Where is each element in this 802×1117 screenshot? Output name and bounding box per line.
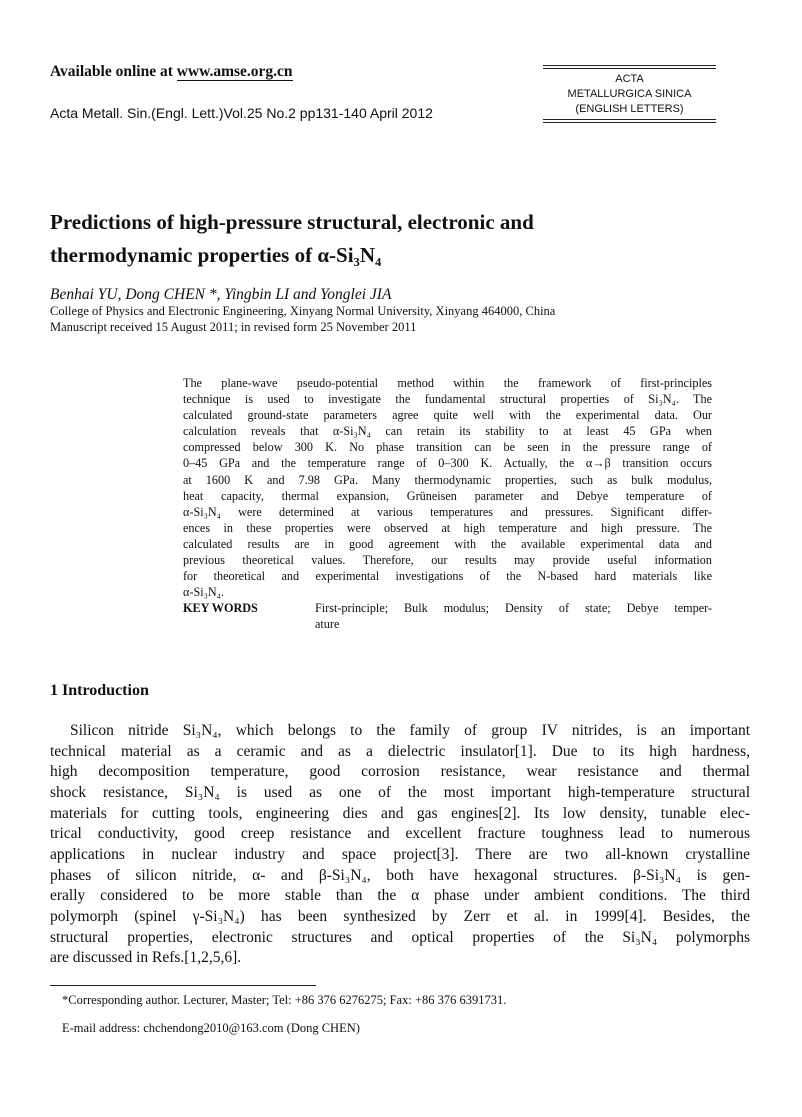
abstract-line: The plane-wave pseudo-potential method within the framework of first-principles [183, 376, 712, 390]
abstract-line: compressed below 300 K. No phase transition can be seen in the pressure range of [183, 440, 712, 455]
abstract-line: technique is used to investigate the fundamental structural properties of Si₃N₄. The [183, 392, 712, 407]
keywords-value [315, 600, 712, 632]
keywords-line: First-principle; Bulk modulus; Density of state; Debye temper- [315, 601, 712, 616]
abstract-line: calculation reveals that α-Si₃N₄ can retain its stability to at least 45 GPa when [183, 424, 712, 439]
abstract-line: previous theoretical values. Therefore, our results may provide useful information [183, 553, 712, 568]
paragraph-line: erally considered to be more stable than the α phase under ambient conditions. The third [50, 887, 750, 905]
citation-line: Acta Metall. Sin.(Engl. Lett.)Vol.25 No.2 pp131-140 April 2012 [50, 105, 433, 121]
abstract-line: calculated ground-state parameters agree quite well with the experimental data. Our [183, 408, 712, 423]
keywords-line: ature [315, 617, 340, 632]
paragraph-line: Silicon nitride Si₃N₄, which belongs to the family of group IV nitrides, is an important [70, 722, 750, 739]
journal-name-line: METALLURGICA SINICA [567, 88, 692, 100]
paragraph-line: polymorph (spinel γ-Si₃N₄) has been synthesized by Zerr et al. in 1999[4]. Besides, the [50, 907, 750, 925]
abstract-line: at 1600 K and 7.98 GPa. Many thermodynamic properties, such as bulk modulus, [183, 472, 712, 487]
keywords-label: KEY WORDS [183, 601, 258, 616]
introduction-body [50, 721, 750, 969]
abstract-line: heat capacity, thermal expansion, Grüneisen parameter and Debye temperature of [183, 488, 712, 503]
paper-title [50, 206, 534, 272]
abstract-line: calculated results are in good agreement with the available experimental data and [183, 536, 712, 551]
availability-line [50, 63, 293, 81]
affiliation: College of Physics and Electronic Engineering, Xinyang Normal University, Xinyang 464000, China [50, 304, 556, 318]
abstract-line: α-Si₃N₄. [183, 585, 224, 600]
journal-logo-box [543, 65, 716, 129]
paragraph-line: high decomposition temperature, good corrosion resistance, wear resistance and thermal [50, 763, 750, 781]
paragraph-line: phases of silicon nitride, α- and β-Si₃N₄, both have hexagonal structures. β-Si₃N₄ is gen- [50, 866, 750, 884]
received-dates: Manuscript received 15 August 2011; in revised form 25 November 2011 [50, 320, 417, 334]
paragraph-line: shock resistance, Si₃N₄ is used as one of the most important high-temperature structural [50, 783, 750, 801]
footnote-corresponding-author: *Corresponding author. Lecturer, Master; Tel: +86 376 6276275; Fax: +86 376 6391731. [62, 993, 507, 1007]
journal-name-line: ACTA [615, 73, 644, 85]
title-line: Predictions of high-pressure structural, electronic and [50, 210, 534, 234]
abstract-line: α-Si₃N₄ were determined at various temperatures and pressures. Significant differ- [183, 504, 712, 519]
abstract-line: 0–45 GPa and the temperature range of 0–300 K. Actually, the α→β transition occurs [183, 456, 712, 471]
authors: Benhai YU, Dong CHEN *, Yingbin LI and Yonglei JIA [50, 286, 392, 303]
paragraph-line: technical material as a ceramic and as a dielectric insulator[1]. Due to its high hardness, [50, 742, 750, 760]
paragraph-line: are discussed in Refs.[1,2,5,6]. [50, 949, 242, 967]
abstract-line: ences in these properties were observed at high temperature and high pressure. The [183, 520, 712, 535]
title-line: thermodynamic properties of α-Si₃N₄ [50, 243, 382, 267]
footnote-rule [50, 985, 316, 986]
journal-url-link[interactable]: www.amse.org.cn [176, 63, 293, 80]
availability-label: Available online at [50, 63, 177, 80]
keywords [183, 600, 712, 632]
paragraph-line: materials for cutting tools, engineering dies and gas engines[2]. Its low density, tunable elec- [50, 804, 750, 822]
paragraph-line: trical conductivity, good creep resistance and excellent fracture toughness lead to numerous [50, 825, 750, 843]
journal-name-line: (ENGLISH LETTERS) [575, 103, 684, 115]
footnote-email: E-mail address: chchendong2010@163.com (Dong CHEN) [62, 1021, 360, 1035]
paragraph-line: structural properties, electronic structures and optical properties of the Si₃N₄ polymorphs [50, 928, 750, 946]
section-heading: 1 Introduction [50, 682, 149, 699]
double-rule-bottom [543, 119, 716, 123]
abstract-body [183, 375, 712, 600]
abstract [183, 375, 712, 633]
abstract-line: for theoretical and experimental investigations of the N-based hard materials like [183, 569, 712, 584]
paragraph-line: applications in nuclear industry and space project[3]. There are two all-known crystalline [50, 845, 750, 863]
